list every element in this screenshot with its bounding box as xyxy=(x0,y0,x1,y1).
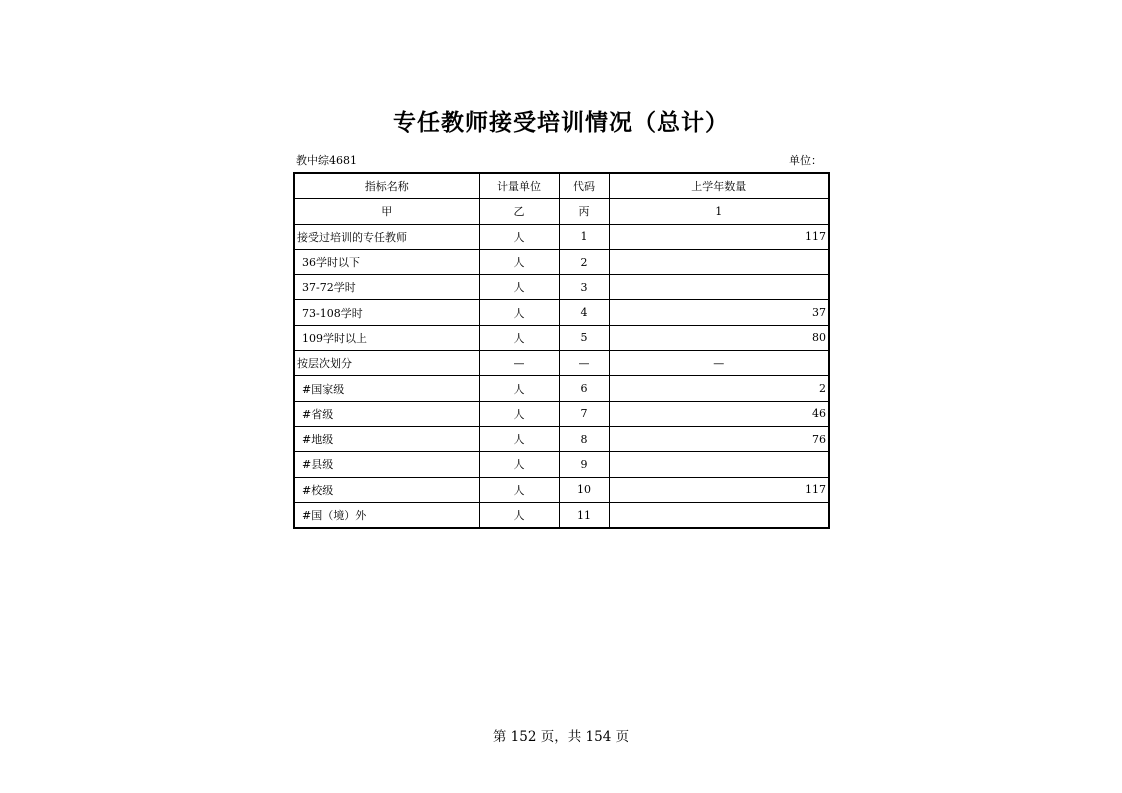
table-row xyxy=(294,351,829,376)
row-code: 9 xyxy=(559,452,609,477)
row-name: 按层次划分 xyxy=(294,351,479,376)
row-unit: 人 xyxy=(479,477,559,502)
column-marker-yi: 乙 xyxy=(479,199,559,224)
row-value: 37 xyxy=(609,300,829,325)
column-header-value: 上学年数量 xyxy=(609,173,829,199)
row-unit: 人 xyxy=(479,452,559,477)
row-value: 80 xyxy=(609,325,829,350)
row-unit: — xyxy=(479,351,559,376)
page-title: 专任教师接受培训情况（总计） xyxy=(393,110,729,136)
row-unit: 人 xyxy=(479,325,559,350)
row-unit: 人 xyxy=(479,224,559,249)
row-name: #省级 xyxy=(294,401,479,426)
row-code: 8 xyxy=(559,426,609,451)
table-row xyxy=(294,376,829,401)
table-row xyxy=(294,401,829,426)
row-value xyxy=(609,275,829,300)
row-code: 1 xyxy=(559,224,609,249)
row-code: 5 xyxy=(559,325,609,350)
row-code: 10 xyxy=(559,477,609,502)
row-code: 6 xyxy=(559,376,609,401)
table-row xyxy=(294,325,829,350)
row-value xyxy=(609,452,829,477)
row-value: 117 xyxy=(609,224,829,249)
row-code: — xyxy=(559,351,609,376)
row-unit: 人 xyxy=(479,376,559,401)
column-header-indicator: 指标名称 xyxy=(294,173,479,199)
row-name: 73-108学时 xyxy=(294,300,479,325)
table-row xyxy=(294,477,829,502)
row-value: 2 xyxy=(609,376,829,401)
row-value xyxy=(609,249,829,274)
row-unit: 人 xyxy=(479,401,559,426)
row-name: #县级 xyxy=(294,452,479,477)
row-code: 7 xyxy=(559,401,609,426)
table-subheader-row xyxy=(294,199,829,224)
column-marker-bing: 丙 xyxy=(559,199,609,224)
table-row xyxy=(294,452,829,477)
row-unit: 人 xyxy=(479,426,559,451)
row-name: #校级 xyxy=(294,477,479,502)
row-name: #国（境）外 xyxy=(294,502,479,528)
table-row xyxy=(294,426,829,451)
row-unit: 人 xyxy=(479,249,559,274)
row-value xyxy=(609,502,829,528)
column-marker-jia: 甲 xyxy=(294,199,479,224)
row-unit: 人 xyxy=(479,275,559,300)
row-code: 11 xyxy=(559,502,609,528)
table-header-row xyxy=(294,173,829,199)
row-code: 4 xyxy=(559,300,609,325)
form-code: 教中综4681 xyxy=(296,154,357,167)
row-value: — xyxy=(609,351,829,376)
row-code: 3 xyxy=(559,275,609,300)
row-name: #国家级 xyxy=(294,376,479,401)
column-marker-1: 1 xyxy=(609,199,829,224)
table-row xyxy=(294,275,829,300)
training-stats-table xyxy=(293,172,830,529)
row-name: 接受过培训的专任教师 xyxy=(294,224,479,249)
row-name: #地级 xyxy=(294,426,479,451)
table-row xyxy=(294,224,829,249)
table-row xyxy=(294,502,829,528)
column-header-unit: 计量单位 xyxy=(479,173,559,199)
table-row xyxy=(294,249,829,274)
row-value: 117 xyxy=(609,477,829,502)
row-value: 76 xyxy=(609,426,829,451)
column-header-code: 代码 xyxy=(559,173,609,199)
page-number-footer: 第 152 页，共 154 页 xyxy=(492,729,630,745)
row-unit: 人 xyxy=(479,502,559,528)
row-value: 46 xyxy=(609,401,829,426)
row-name: 36学时以下 xyxy=(294,249,479,274)
row-name: 37-72学时 xyxy=(294,275,479,300)
row-name: 109学时以上 xyxy=(294,325,479,350)
table-row xyxy=(294,300,829,325)
row-code: 2 xyxy=(559,249,609,274)
row-unit: 人 xyxy=(479,300,559,325)
unit-label: 单位： xyxy=(789,154,822,167)
